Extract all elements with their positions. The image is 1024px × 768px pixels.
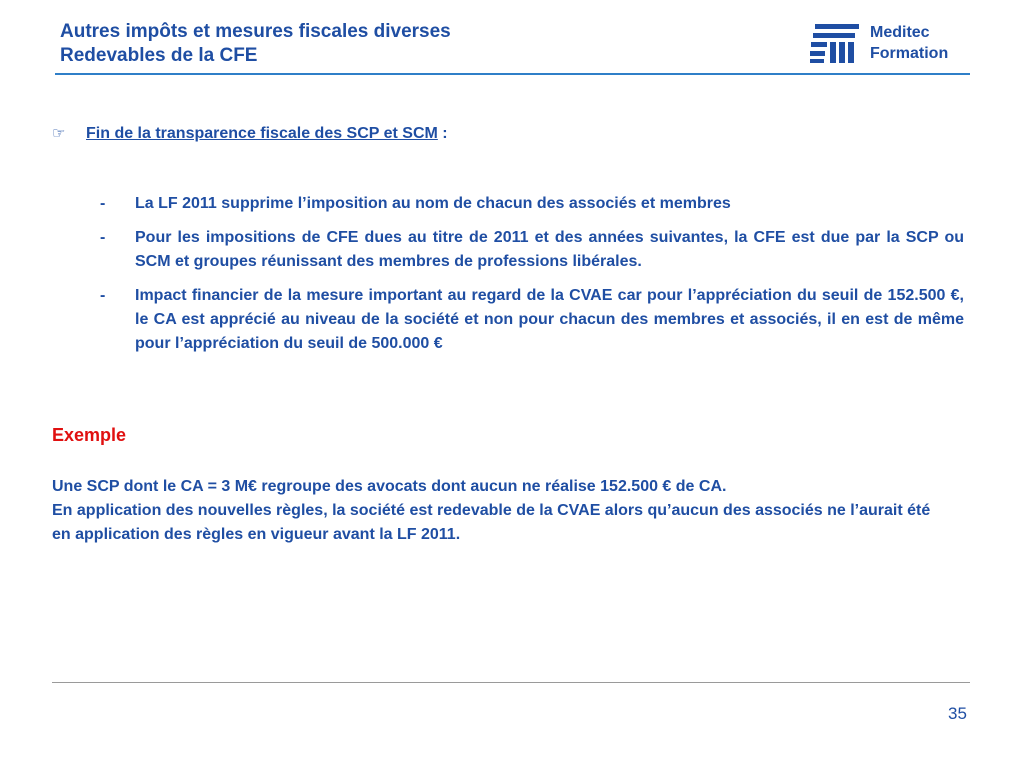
bullet-dash: - bbox=[100, 229, 106, 246]
logo-line2: Formation bbox=[870, 45, 949, 62]
logo-text bbox=[870, 22, 948, 64]
list-item bbox=[100, 284, 964, 356]
bullet-text: Pour les impositions de CFE dues au titre de 2011 et des années suivantes, la CFE est due par la SCP ou SCM et groupes réunissant des membres de professions libérales. bbox=[135, 229, 964, 270]
bullet-text: Impact financier de la mesure important au regard de la CVAE car pour l’appréciation du seuil de 152.500 €, le CA est apprécié au niveau de la société et non pour chacun des membres et associés, il en est de même pour l’appréciation du seuil de 500.000 € bbox=[135, 287, 964, 352]
slide-title bbox=[60, 20, 451, 68]
logo-line1: Meditec bbox=[870, 24, 930, 41]
bullet-dash: - bbox=[100, 195, 106, 212]
example-title: Exemple bbox=[52, 425, 127, 445]
list-item bbox=[100, 192, 964, 216]
pointing-hand-icon: ☞ bbox=[52, 125, 66, 142]
section-heading-suffix: : bbox=[437, 125, 448, 142]
list-item bbox=[100, 226, 964, 274]
meditec-logo-mark-icon bbox=[810, 20, 860, 64]
example-line2: En application des nouvelles règles, la société est redevable de la CVAE alors qu’aucun des associés ne l’aurait été en application des règles en vigueur avant la LF 2011. bbox=[52, 502, 931, 543]
slide-title-line2: Redevables de la CFE bbox=[60, 45, 258, 66]
bullet-text: La LF 2011 supprime l’imposition au nom de chacun des associés et membres bbox=[135, 195, 731, 212]
example-line1: Une SCP dont le CA = 3 M€ regroupe des avocats dont aucun ne réalise 152.500 € de CA. bbox=[52, 478, 727, 495]
meditec-logo bbox=[810, 20, 980, 70]
bullet-list bbox=[100, 192, 964, 366]
page-number: 35 bbox=[948, 704, 967, 723]
slide-title-line1: Autres impôts et mesures fiscales diverses bbox=[60, 21, 451, 42]
example-body bbox=[52, 475, 952, 547]
section-heading-link[interactable]: Fin de la transparence fiscale des SCP et SCM bbox=[86, 125, 438, 142]
section-heading bbox=[52, 124, 448, 143]
header-divider bbox=[55, 73, 970, 75]
footer-divider bbox=[52, 682, 970, 683]
bullet-dash: - bbox=[100, 287, 106, 304]
